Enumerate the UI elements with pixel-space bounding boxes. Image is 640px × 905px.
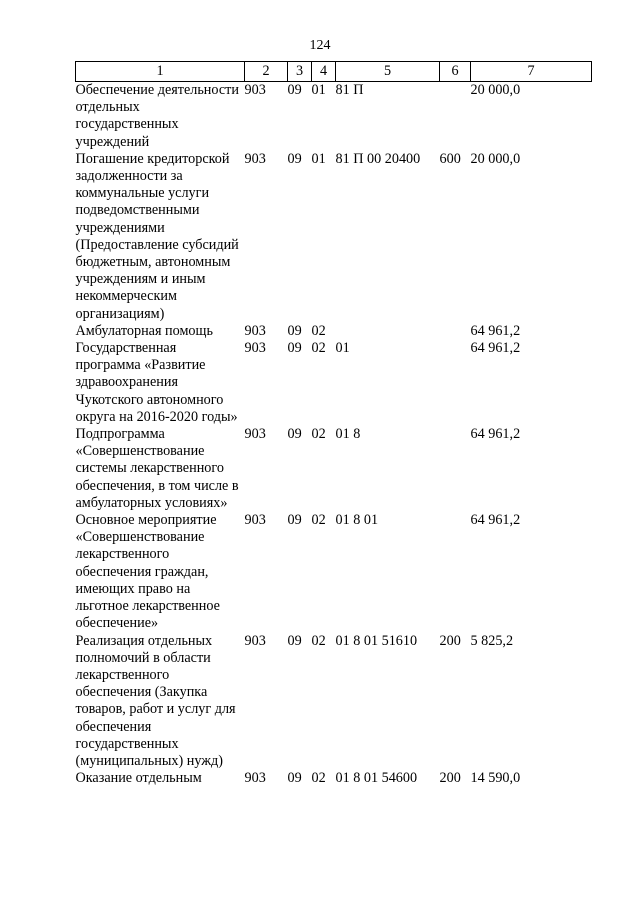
row-subsection: 02 <box>311 770 326 787</box>
row-target: 01 <box>335 340 350 357</box>
row-sum: 64 961,2 <box>470 322 521 339</box>
table-header <box>76 62 592 82</box>
row-code: 903 <box>244 632 266 649</box>
row-expense-type <box>440 340 471 426</box>
row-name: Подпрограмма «Совершенствование системы лекарственного обеспечения, в том числе в амбулаторных условиях» <box>75 426 239 511</box>
row-subsection: 02 <box>311 512 326 529</box>
row-section: 09 <box>287 770 302 787</box>
table-body <box>76 82 592 788</box>
row-code: 903 <box>244 150 266 167</box>
row-name: Государственная программа «Развитие здравоохранения Чукотского автономного округа на 2016-2020 годы» <box>75 340 238 425</box>
table-row <box>76 512 592 632</box>
row-name: Погашение кредиторской задолженности за коммунальные услуги подведомственными учреждениями (Предоставление субсидий бюджетным, автономным учреждениям и иным некоммерческим организациям) <box>75 150 239 322</box>
column-header-3: 3 <box>288 62 312 82</box>
row-target: 01 8 01 <box>335 512 379 529</box>
page-number: 124 <box>309 38 331 53</box>
row-expense-type <box>440 426 471 512</box>
row-expense-type <box>440 512 471 632</box>
row-section: 09 <box>287 632 302 649</box>
row-target: 01 8 <box>335 426 361 443</box>
row-subsection: 01 <box>311 150 326 167</box>
row-section: 09 <box>287 512 302 529</box>
row-code: 903 <box>244 322 266 339</box>
budget-table <box>75 61 592 787</box>
table-row <box>76 82 592 151</box>
table-row <box>76 340 592 426</box>
header-row <box>76 62 592 82</box>
row-subsection: 02 <box>311 426 326 443</box>
row-sum: 14 590,0 <box>470 770 521 787</box>
row-section: 09 <box>287 150 302 167</box>
row-expense-type <box>440 82 471 151</box>
column-header-1: 1 <box>76 62 245 82</box>
column-header-2: 2 <box>245 62 288 82</box>
row-expense-type <box>440 323 471 340</box>
row-target: 01 8 01 54600 <box>335 770 418 787</box>
row-name: Основное мероприятие «Совершенствование лекарственного обеспечения граждан, имеющих право на льготное лекарственное обеспечение» <box>75 512 220 632</box>
row-section: 09 <box>287 322 302 339</box>
row-section: 09 <box>287 82 302 98</box>
row-sum: 20 000,0 <box>470 150 521 167</box>
row-section: 09 <box>287 340 302 357</box>
row-name: Оказание отдельным <box>75 770 202 787</box>
row-name: Реализация отдельных полномочий в области лекарственного обеспечения (Закупка товаров, работ и услуг для обеспечения государственных (муниципальных) нужд) <box>75 632 236 769</box>
row-code: 903 <box>244 82 266 98</box>
table-row <box>76 426 592 512</box>
row-subsection: 02 <box>311 632 326 649</box>
row-target: 81 П 00 20400 <box>335 150 421 167</box>
row-code: 903 <box>244 512 266 529</box>
row-subsection: 02 <box>311 322 326 339</box>
column-header-4: 4 <box>312 62 336 82</box>
row-subsection: 01 <box>311 82 326 98</box>
row-expense-type: 200 <box>439 632 461 649</box>
row-code: 903 <box>244 340 266 357</box>
column-header-7: 7 <box>471 62 592 82</box>
table-row <box>76 633 592 771</box>
row-code: 903 <box>244 426 266 443</box>
row-expense-type: 200 <box>439 770 461 787</box>
row-section: 09 <box>287 426 302 443</box>
row-target: 81 П <box>335 82 364 98</box>
row-sum: 64 961,2 <box>470 340 521 357</box>
row-sum: 5 825,2 <box>470 632 514 649</box>
row-sum: 20 000,0 <box>470 82 521 98</box>
table-row <box>76 151 592 323</box>
row-expense-type: 600 <box>439 150 461 167</box>
row-subsection: 02 <box>311 340 326 357</box>
row-name: Амбулаторная помощь <box>75 322 213 339</box>
row-target <box>336 323 440 340</box>
column-header-5: 5 <box>336 62 440 82</box>
row-sum: 64 961,2 <box>470 512 521 529</box>
row-code: 903 <box>244 770 266 787</box>
column-header-6: 6 <box>440 62 471 82</box>
row-sum: 64 961,2 <box>470 426 521 443</box>
row-target: 01 8 01 51610 <box>335 632 418 649</box>
table-row <box>76 770 592 787</box>
table-row <box>76 323 592 340</box>
row-name: Обеспечение деятельности отдельных государственных учреждений <box>75 82 239 150</box>
